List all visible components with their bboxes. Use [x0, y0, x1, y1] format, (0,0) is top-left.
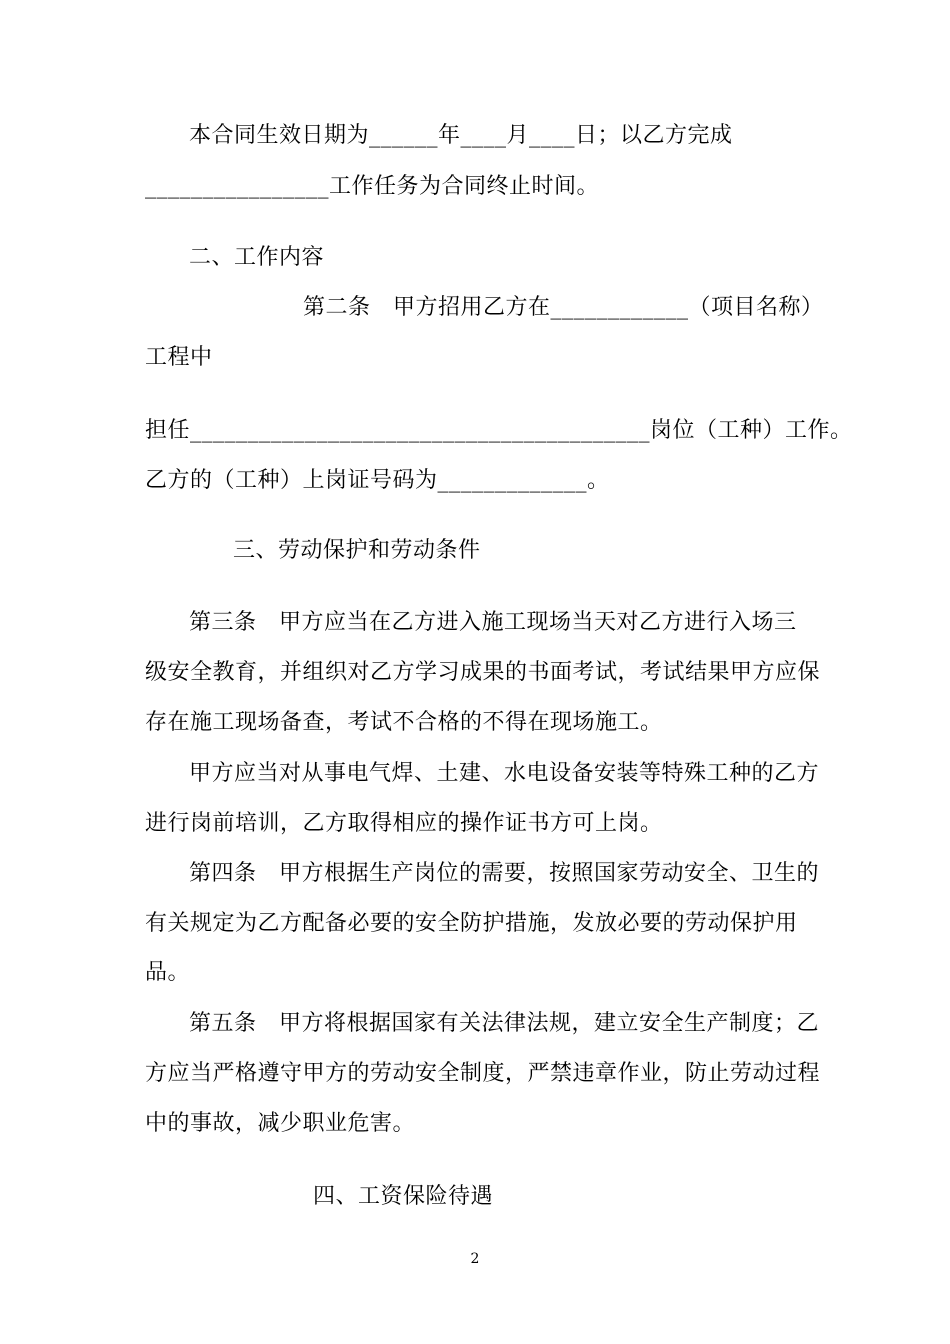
text-line: 担任________________________________________岗位（工种）工作。 — [145, 418, 853, 443]
text-line: 工程中 — [145, 345, 213, 370]
text-line: 第五条 甲方将根据国家有关法律法规，建立安全生产制度；乙 — [189, 1011, 820, 1036]
text-line: 品。 — [145, 960, 191, 985]
section-heading: 三、劳动保护和劳动条件 — [233, 538, 481, 563]
text-line: 有关规定为乙方配备必要的安全防护措施，发放必要的劳动保护用 — [145, 911, 798, 936]
text-line: 第四条 甲方根据生产岗位的需要，按照国家劳动安全、卫生的 — [189, 861, 820, 886]
text-line: 方应当严格遵守甲方的劳动安全制度，严禁违章作业，防止劳动过程 — [145, 1061, 821, 1086]
text-line: 级安全教育，并组织对乙方学习成果的书面考试，考试结果甲方应保 — [145, 660, 821, 685]
text-line: 存在施工现场备查，考试不合格的不得在现场施工。 — [145, 710, 663, 735]
text-line: 甲方应当对从事电气焊、土建、水电设备安装等特殊工种的乙方 — [189, 761, 820, 786]
section-heading: 四、工资保险待遇 — [313, 1184, 494, 1209]
text-line: 乙方的（工种）上岗证号码为_____________。 — [145, 468, 610, 493]
text-line: ________________工作任务为合同终止时间。 — [145, 174, 600, 199]
text-line: 进行岗前培训，乙方取得相应的操作证书方可上岗。 — [145, 811, 663, 836]
text-line: 中的事故，减少职业危害。 — [145, 1111, 416, 1136]
section-heading: 二、工作内容 — [189, 245, 325, 270]
text-line: 第三条 甲方应当在乙方进入施工现场当天对乙方进行入场三 — [189, 610, 797, 635]
text-line: 本合同生效日期为______年____月____日；以乙方完成 — [189, 123, 733, 148]
text-line: 第二条 甲方招用乙方在____________（项目名称） — [303, 295, 824, 320]
page-number: 2 — [470, 1251, 480, 1267]
